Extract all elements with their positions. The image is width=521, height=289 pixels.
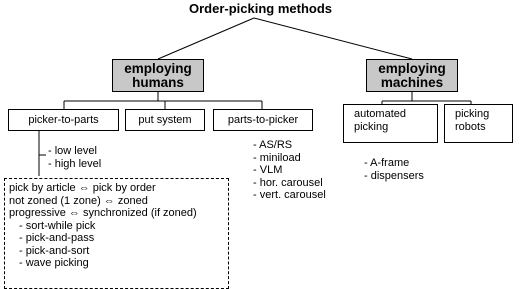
connector-title-machines — [254, 18, 412, 59]
automated-picking-list — [364, 157, 424, 182]
list-item: - pick-and-pass — [9, 232, 228, 245]
automated-line2: picking — [354, 121, 389, 133]
list-item: - AS/RS — [253, 139, 326, 152]
robots-line2: robots — [455, 121, 486, 133]
list-item: - high level — [48, 158, 101, 171]
list-item: - sort-while pick — [9, 220, 228, 233]
picking-strategies-box — [4, 178, 229, 289]
list-item: - low level — [48, 145, 101, 158]
machines-line2: machines — [380, 75, 444, 90]
list-item: - VLM — [253, 164, 326, 177]
list-item: - A-frame — [364, 157, 424, 170]
list-item: - hor. carousel — [253, 177, 326, 190]
strategy-zoning: not zoned (1 zone) ⇔ zoned — [9, 194, 148, 207]
list-item: - miniload — [253, 152, 326, 165]
parts-to-picker-list — [253, 139, 326, 201]
automated-line1: automated — [354, 108, 406, 120]
put-system-box: put system — [125, 109, 205, 131]
employing-humans-box — [112, 59, 204, 92]
picking-robots-box — [444, 104, 513, 143]
list-item: - dispensers — [364, 170, 424, 183]
employing-machines-box — [366, 59, 458, 92]
connector-title-humans — [158, 18, 254, 59]
strategy-progressive: progressive ⇔ synchronized (if zoned) — [9, 207, 197, 219]
picker-to-parts-box: picker-to-parts — [8, 109, 119, 131]
strategy-article-order: pick by article ⇔ pick by order — [9, 182, 156, 194]
list-item: - vert. carousel — [253, 189, 326, 201]
machines-line1: employing — [378, 61, 446, 76]
picker-to-parts-levels — [48, 145, 101, 170]
automated-picking-box — [343, 104, 438, 143]
parts-to-picker-box: parts-to-picker — [213, 109, 313, 131]
humans-line2: humans — [132, 75, 184, 90]
humans-line1: employing — [124, 61, 192, 76]
list-item: - wave picking — [9, 257, 228, 270]
diagram-title: Order-picking methods — [188, 1, 333, 16]
list-item: - pick-and-sort — [9, 245, 228, 258]
robots-line1: picking — [455, 108, 490, 120]
